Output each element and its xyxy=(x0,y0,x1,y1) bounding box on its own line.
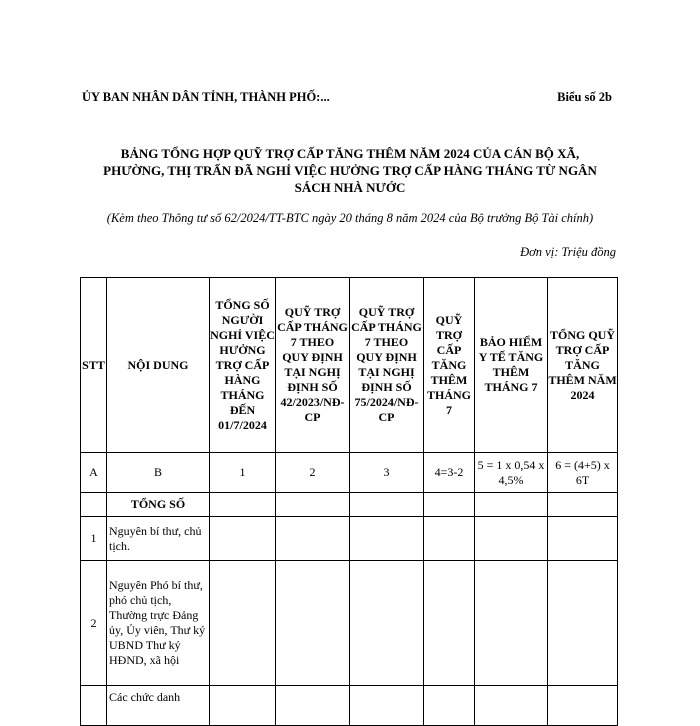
table-cell xyxy=(210,561,276,686)
table-cell xyxy=(475,493,548,517)
index-cell: 6 = (4+5) x 6T xyxy=(548,453,618,493)
table-cell xyxy=(350,561,424,686)
row-stt: 1 xyxy=(81,517,107,561)
index-cell: B xyxy=(107,453,210,493)
total-row xyxy=(81,493,618,517)
header-total-people: TỔNG SỐ NGƯỜI NGHỈ VIỆC HƯỞNG TRỢ CẤP HÀNG THÁNG ĐẾN 01/7/2024 xyxy=(210,278,276,453)
table-cell xyxy=(276,686,350,726)
document-subtitle: (Kèm theo Thông tư số 62/2024/TT-BTC ngày 20 tháng 8 năm 2024 của Bộ trưởng Bộ Tài chính) xyxy=(106,211,594,225)
table-cell xyxy=(350,517,424,561)
header-health-insurance: BẢO HIỂM Y TẾ TĂNG THÊM THÁNG 7 xyxy=(475,278,548,453)
row-content: Nguyên Phó bí thư, phó chủ tịch, Thường trực Đảng ủy, Ủy viên, Thư ký UBND Thư ký HĐND, xã hội xyxy=(107,561,210,686)
unit-label: Đơn vị: Triệu đồng xyxy=(520,245,616,259)
table-row xyxy=(81,561,618,686)
table-cell xyxy=(276,561,350,686)
table-cell xyxy=(548,493,618,517)
header-content: NỘI DUNG xyxy=(107,278,210,453)
table-cell xyxy=(548,561,618,686)
header-total-fund: TỔNG QUỸ TRỢ CẤP TĂNG THÊM NĂM 2024 xyxy=(548,278,618,453)
table-cell xyxy=(210,493,276,517)
table-cell xyxy=(424,493,475,517)
row-content: Nguyên bí thư, chủ tịch. xyxy=(107,517,210,561)
document-title xyxy=(80,145,620,196)
summary-table xyxy=(80,277,618,726)
header-fund-nd75: QUỸ TRỢ CẤP THÁNG 7 THEO QUY ĐỊNH TẠI NGHỊ ĐỊNH SỐ 75/2024/NĐ-CP xyxy=(350,278,424,453)
index-cell: A xyxy=(81,453,107,493)
table-cell xyxy=(424,686,475,726)
agency-header: ỦY BAN NHÂN DÂN TỈNH, THÀNH PHỐ:... xyxy=(82,90,330,104)
header-fund-nd42: QUỸ TRỢ CẤP THÁNG 7 THEO QUY ĐỊNH TẠI NGHỊ ĐỊNH SỐ 42/2023/NĐ-CP xyxy=(276,278,350,453)
row-content: Các chức danh xyxy=(107,686,210,726)
title-line: PHƯỜNG, THỊ TRẤN ĐÃ NGHỈ VIỆC HƯỞNG TRỢ CẤP HÀNG THÁNG TỪ NGÂN xyxy=(103,163,597,178)
header-stt: STT xyxy=(81,278,107,453)
table-row xyxy=(81,517,618,561)
table-cell xyxy=(350,686,424,726)
table-cell xyxy=(424,517,475,561)
table-cell xyxy=(210,517,276,561)
table-cell xyxy=(548,517,618,561)
table-cell xyxy=(210,686,276,726)
table-cell xyxy=(276,493,350,517)
index-cell: 2 xyxy=(276,453,350,493)
header-row xyxy=(81,278,618,453)
table-cell xyxy=(350,493,424,517)
table-cell xyxy=(276,517,350,561)
table-cell xyxy=(424,561,475,686)
index-cell: 1 xyxy=(210,453,276,493)
index-cell: 3 xyxy=(350,453,424,493)
header-fund-increase: QUỸ TRỢ CẤP TĂNG THÊM THÁNG 7 xyxy=(424,278,475,453)
title-line: SÁCH NHÀ NƯỚC xyxy=(294,180,406,195)
row-stt: 2 xyxy=(81,561,107,686)
table-cell xyxy=(475,686,548,726)
table-row xyxy=(81,686,618,726)
total-label: TỔNG SỐ xyxy=(107,493,210,517)
table-cell xyxy=(475,561,548,686)
index-cell: 4=3-2 xyxy=(424,453,475,493)
index-cell: 5 = 1 x 0,54 x 4,5% xyxy=(475,453,548,493)
table-cell xyxy=(81,493,107,517)
index-row xyxy=(81,453,618,493)
table-cell xyxy=(475,517,548,561)
title-line: BẢNG TỔNG HỢP QUỸ TRỢ CẤP TĂNG THÊM NĂM 2024 CỦA CÁN BỘ XÃ, xyxy=(120,146,580,161)
form-number: Biểu số 2b xyxy=(557,90,612,104)
row-stt xyxy=(81,686,107,726)
table-cell xyxy=(548,686,618,726)
